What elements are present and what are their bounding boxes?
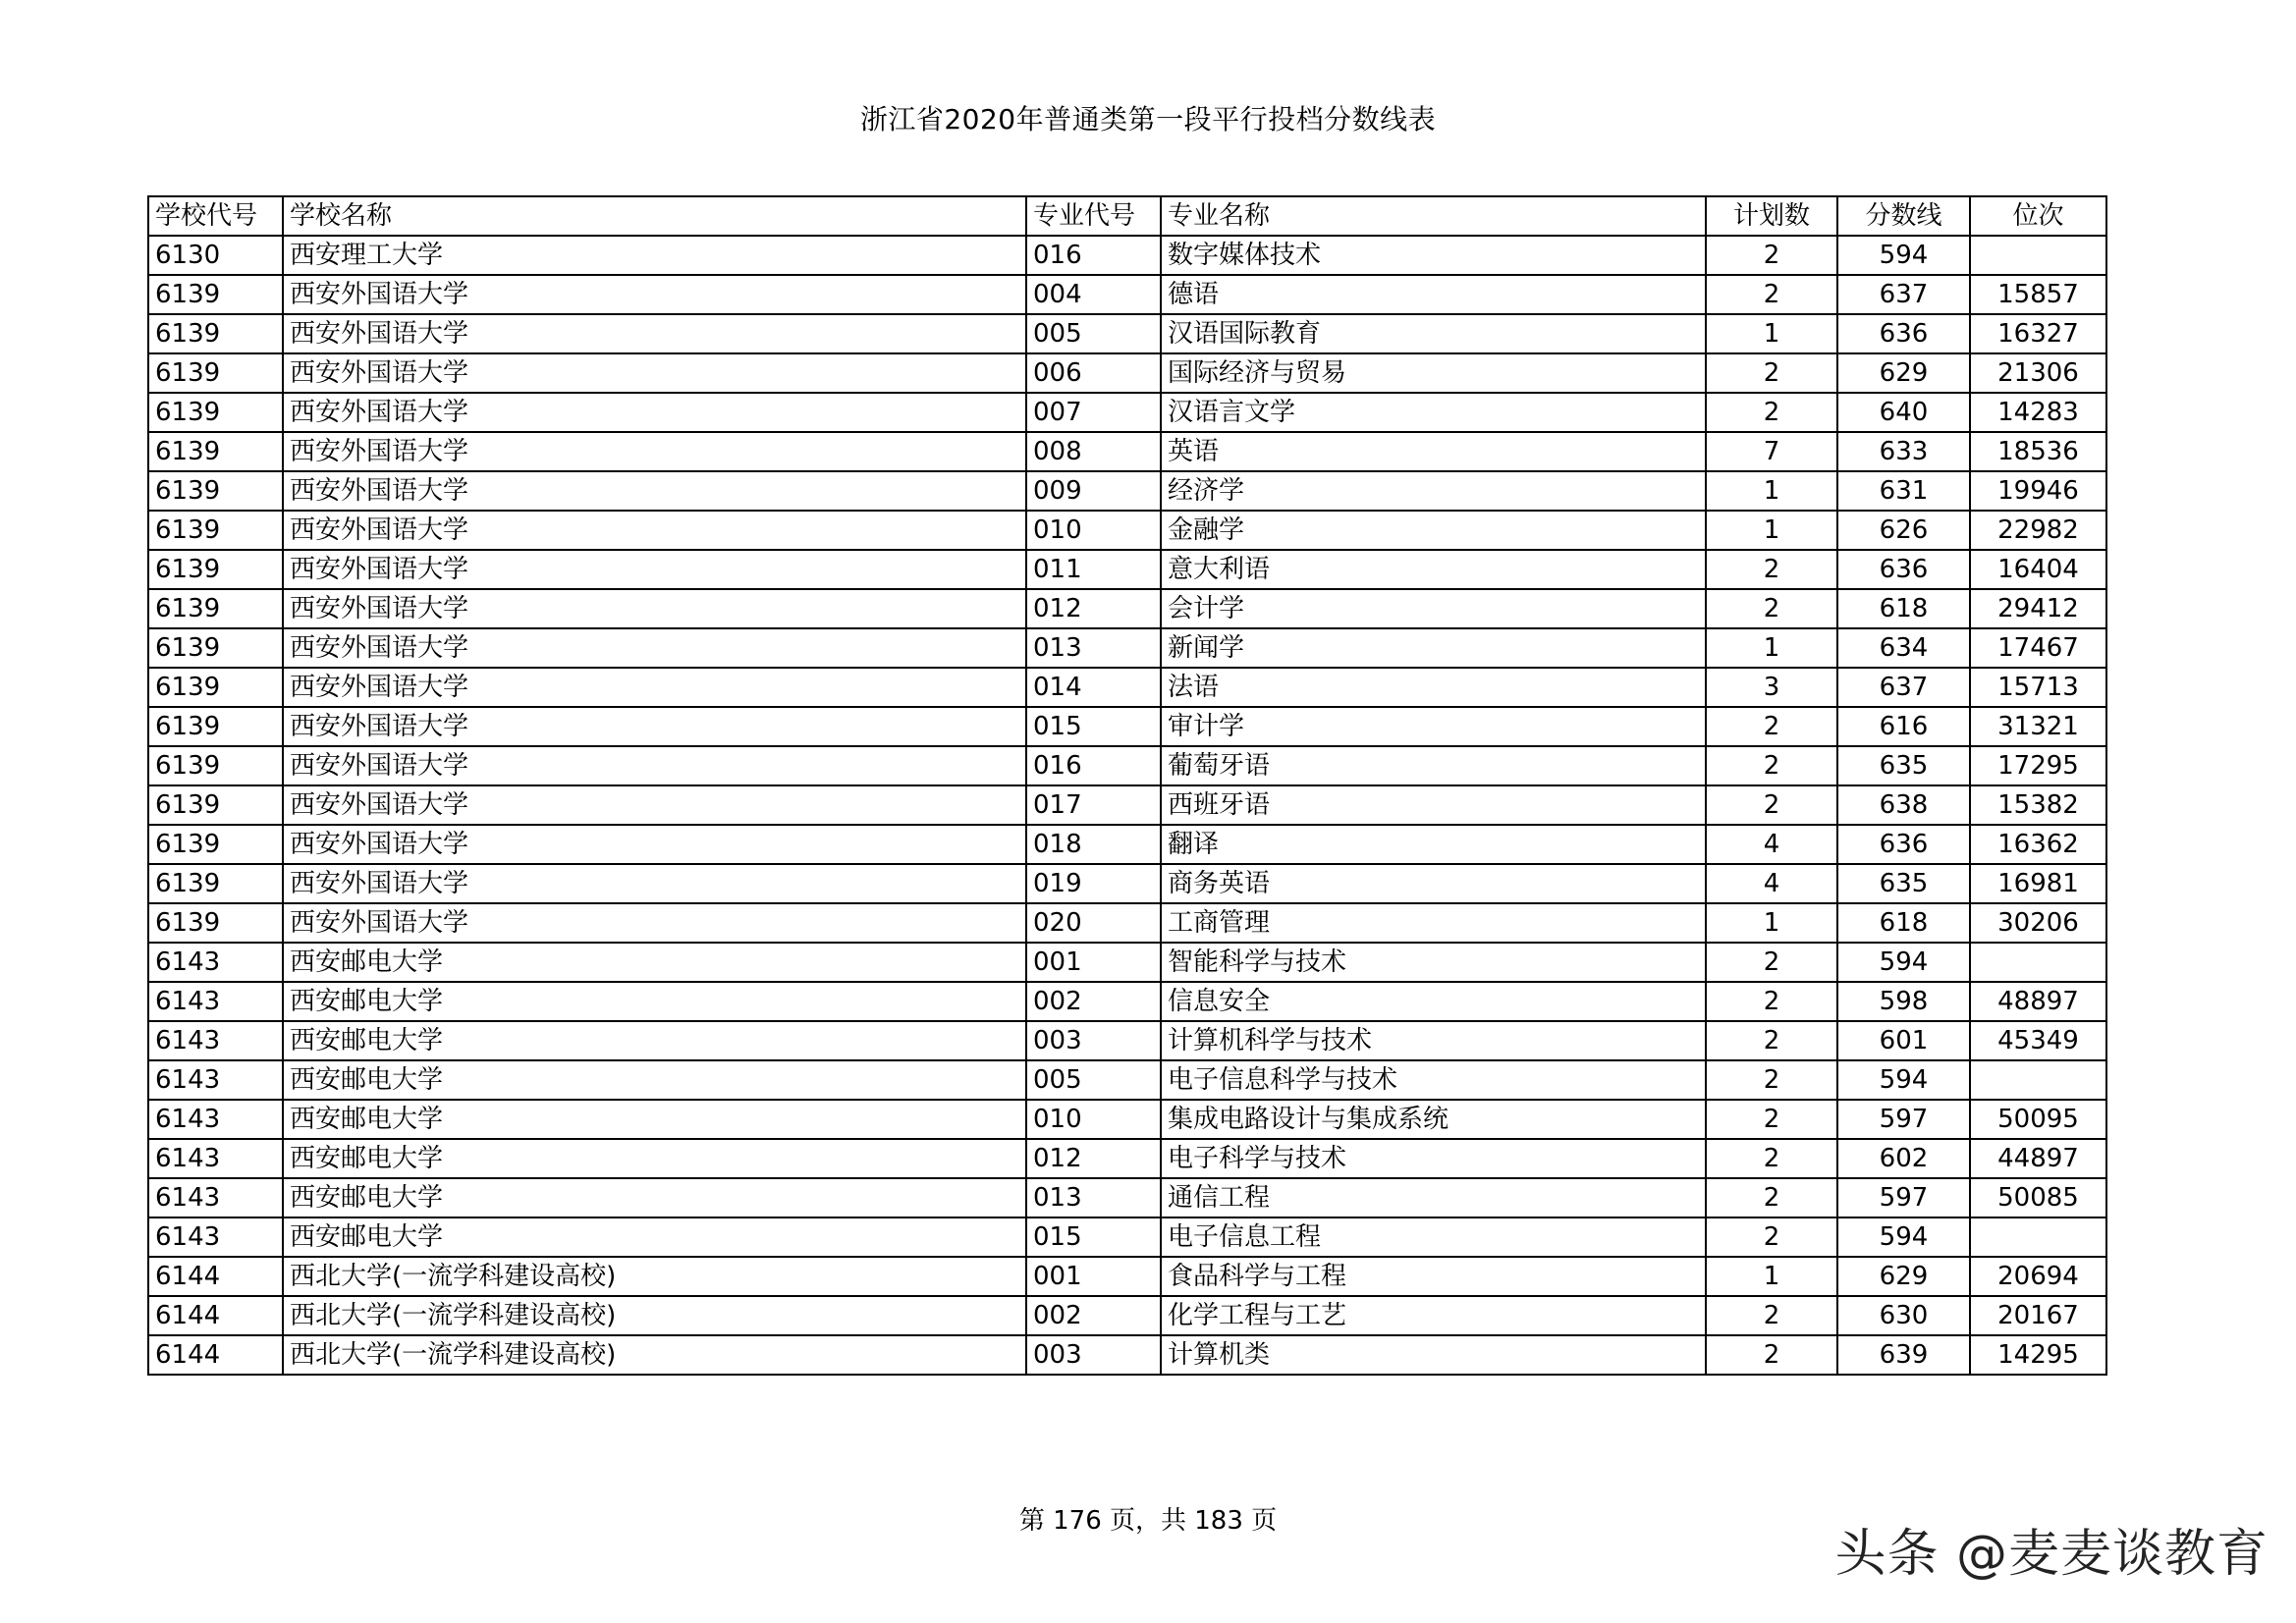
cell-plan-count: 7	[1706, 432, 1837, 471]
cell-score-line: 629	[1837, 1257, 1970, 1296]
cell-plan-count: 1	[1706, 1257, 1837, 1296]
cell-school-code: 6143	[148, 1217, 283, 1257]
cell-major-name: 电子信息工程	[1161, 1217, 1706, 1257]
cell-major-name: 智能科学与技术	[1161, 943, 1706, 982]
cell-rank: 14283	[1970, 393, 2106, 432]
cell-score-line: 616	[1837, 707, 1970, 746]
cell-rank: 31321	[1970, 707, 2106, 746]
cell-rank: 16981	[1970, 864, 2106, 903]
table-row	[148, 511, 2106, 550]
cell-score-line: 602	[1837, 1139, 1970, 1178]
table-row	[148, 1060, 2106, 1100]
table-body	[148, 236, 2106, 1375]
cell-school-name: 西安邮电大学	[283, 1139, 1026, 1178]
cell-school-name: 西安外国语大学	[283, 864, 1026, 903]
table-row	[148, 1100, 2106, 1139]
cell-school-name: 西安邮电大学	[283, 1060, 1026, 1100]
cell-school-code: 6143	[148, 1060, 283, 1100]
cell-rank: 17467	[1970, 628, 2106, 668]
cell-major-name: 电子科学与技术	[1161, 1139, 1706, 1178]
page-number: 第 176 页，共 183 页	[1018, 1506, 1278, 1536]
cell-major-name: 新闻学	[1161, 628, 1706, 668]
cell-major-code: 015	[1026, 707, 1161, 746]
cell-school-code: 6139	[148, 668, 283, 707]
cell-rank: 45349	[1970, 1021, 2106, 1060]
cell-major-code: 005	[1026, 1060, 1161, 1100]
cell-plan-count: 2	[1706, 1335, 1837, 1375]
cell-score-line: 639	[1837, 1335, 1970, 1375]
cell-school-name: 西安邮电大学	[283, 943, 1026, 982]
cell-plan-count: 4	[1706, 864, 1837, 903]
cell-school-code: 6143	[148, 982, 283, 1021]
header-school-code: 学校代号	[148, 196, 283, 236]
cell-score-line: 630	[1837, 1296, 1970, 1335]
cell-plan-count: 2	[1706, 1217, 1837, 1257]
cell-major-name: 商务英语	[1161, 864, 1706, 903]
header-school-name: 学校名称	[283, 196, 1026, 236]
cell-score-line: 634	[1837, 628, 1970, 668]
table-row	[148, 1257, 2106, 1296]
cell-school-name: 西安邮电大学	[283, 1100, 1026, 1139]
cell-major-code: 016	[1026, 746, 1161, 785]
cell-rank: 17295	[1970, 746, 2106, 785]
cell-school-name: 西安邮电大学	[283, 1217, 1026, 1257]
cell-school-name: 西安邮电大学	[283, 982, 1026, 1021]
cell-major-name: 汉语国际教育	[1161, 314, 1706, 353]
cell-major-code: 001	[1026, 1257, 1161, 1296]
table-row	[148, 785, 2106, 825]
cell-rank: 14295	[1970, 1335, 2106, 1375]
cell-school-code: 6139	[148, 353, 283, 393]
cell-score-line: 594	[1837, 1060, 1970, 1100]
cell-major-name: 金融学	[1161, 511, 1706, 550]
cell-rank	[1970, 236, 2106, 275]
cell-school-code: 6144	[148, 1296, 283, 1335]
table-row	[148, 550, 2106, 589]
cell-major-name: 国际经济与贸易	[1161, 353, 1706, 393]
cell-major-code: 011	[1026, 550, 1161, 589]
cell-major-code: 017	[1026, 785, 1161, 825]
cell-school-code: 6139	[148, 432, 283, 471]
cell-major-code: 016	[1026, 236, 1161, 275]
table-row	[148, 314, 2106, 353]
cell-plan-count: 1	[1706, 314, 1837, 353]
cell-score-line: 629	[1837, 353, 1970, 393]
cell-school-name: 西北大学(一流学科建设高校)	[283, 1257, 1026, 1296]
cell-major-name: 数字媒体技术	[1161, 236, 1706, 275]
cell-score-line: 597	[1837, 1100, 1970, 1139]
cell-school-name: 西安外国语大学	[283, 628, 1026, 668]
cell-plan-count: 2	[1706, 1021, 1837, 1060]
cell-major-code: 015	[1026, 1217, 1161, 1257]
cell-rank: 50085	[1970, 1178, 2106, 1217]
cell-school-code: 6143	[148, 1021, 283, 1060]
cell-plan-count: 2	[1706, 1139, 1837, 1178]
table-row	[148, 589, 2106, 628]
cell-major-code: 019	[1026, 864, 1161, 903]
cell-school-name: 西安外国语大学	[283, 825, 1026, 864]
cell-major-code: 018	[1026, 825, 1161, 864]
cell-plan-count: 2	[1706, 589, 1837, 628]
cell-major-name: 经济学	[1161, 471, 1706, 511]
watermark: 头条 @麦麦谈教育	[1834, 1525, 2269, 1584]
cell-plan-count: 1	[1706, 628, 1837, 668]
cell-major-name: 意大利语	[1161, 550, 1706, 589]
cell-major-name: 工商管理	[1161, 903, 1706, 943]
cell-plan-count: 2	[1706, 1060, 1837, 1100]
cell-plan-count: 2	[1706, 353, 1837, 393]
cell-school-name: 西安外国语大学	[283, 746, 1026, 785]
cell-major-name: 集成电路设计与集成系统	[1161, 1100, 1706, 1139]
cell-school-name: 西安外国语大学	[283, 314, 1026, 353]
page-title: 浙江省2020年普通类第一段平行投档分数线表	[859, 103, 1437, 135]
cell-score-line: 597	[1837, 1178, 1970, 1217]
cell-rank: 15713	[1970, 668, 2106, 707]
cell-major-code: 003	[1026, 1335, 1161, 1375]
cell-major-name: 英语	[1161, 432, 1706, 471]
cell-rank: 20167	[1970, 1296, 2106, 1335]
table-header-row	[148, 196, 2106, 236]
cell-major-code: 004	[1026, 275, 1161, 314]
table-row	[148, 1217, 2106, 1257]
cell-school-name: 西安外国语大学	[283, 432, 1026, 471]
header-score-line: 分数线	[1837, 196, 1970, 236]
cell-school-code: 6139	[148, 589, 283, 628]
cell-major-name: 葡萄牙语	[1161, 746, 1706, 785]
cell-school-code: 6139	[148, 393, 283, 432]
cell-school-name: 西安外国语大学	[283, 550, 1026, 589]
cell-school-code: 6139	[148, 314, 283, 353]
cell-major-name: 西班牙语	[1161, 785, 1706, 825]
cell-plan-count: 2	[1706, 943, 1837, 982]
cell-rank: 16327	[1970, 314, 2106, 353]
cell-plan-count: 4	[1706, 825, 1837, 864]
cell-major-name: 会计学	[1161, 589, 1706, 628]
cell-rank	[1970, 1060, 2106, 1100]
cell-major-code: 020	[1026, 903, 1161, 943]
cell-major-name: 电子信息科学与技术	[1161, 1060, 1706, 1100]
cell-major-code: 012	[1026, 1139, 1161, 1178]
cell-score-line: 618	[1837, 589, 1970, 628]
table-row	[148, 982, 2106, 1021]
table-row	[148, 943, 2106, 982]
cell-school-code: 6144	[148, 1257, 283, 1296]
cell-score-line: 636	[1837, 314, 1970, 353]
cell-school-code: 6143	[148, 1100, 283, 1139]
cell-plan-count: 2	[1706, 236, 1837, 275]
cell-rank: 19946	[1970, 471, 2106, 511]
header-major-name: 专业名称	[1161, 196, 1706, 236]
cell-rank	[1970, 1217, 2106, 1257]
cell-rank: 15382	[1970, 785, 2106, 825]
cell-score-line: 598	[1837, 982, 1970, 1021]
cell-school-code: 6139	[148, 785, 283, 825]
cell-major-code: 010	[1026, 511, 1161, 550]
cell-major-code: 012	[1026, 589, 1161, 628]
cell-plan-count: 3	[1706, 668, 1837, 707]
cell-score-line: 594	[1837, 943, 1970, 982]
cell-plan-count: 2	[1706, 785, 1837, 825]
cell-school-code: 6139	[148, 511, 283, 550]
cell-school-code: 6130	[148, 236, 283, 275]
table-row	[148, 353, 2106, 393]
cell-school-name: 西北大学(一流学科建设高校)	[283, 1296, 1026, 1335]
cell-school-code: 6143	[148, 943, 283, 982]
cell-school-name: 西安外国语大学	[283, 589, 1026, 628]
cell-score-line: 636	[1837, 550, 1970, 589]
cell-major-code: 001	[1026, 943, 1161, 982]
table-row	[148, 628, 2106, 668]
table-row	[148, 1335, 2106, 1375]
table-row	[148, 903, 2106, 943]
cell-rank: 15857	[1970, 275, 2106, 314]
cell-rank: 22982	[1970, 511, 2106, 550]
cell-school-code: 6139	[148, 275, 283, 314]
cell-plan-count: 2	[1706, 550, 1837, 589]
cell-major-name: 德语	[1161, 275, 1706, 314]
cell-school-name: 西安外国语大学	[283, 511, 1026, 550]
cell-school-code: 6139	[148, 825, 283, 864]
cell-score-line: 640	[1837, 393, 1970, 432]
cell-school-name: 西安邮电大学	[283, 1178, 1026, 1217]
table-row	[148, 1296, 2106, 1335]
cell-major-name: 信息安全	[1161, 982, 1706, 1021]
table-row	[148, 1178, 2106, 1217]
cell-school-name: 西安外国语大学	[283, 471, 1026, 511]
cell-major-code: 013	[1026, 628, 1161, 668]
cell-score-line: 638	[1837, 785, 1970, 825]
cell-major-name: 通信工程	[1161, 1178, 1706, 1217]
cell-school-code: 6139	[148, 628, 283, 668]
cell-rank: 16362	[1970, 825, 2106, 864]
table-row	[148, 707, 2106, 746]
cell-school-name: 西安外国语大学	[283, 393, 1026, 432]
cell-rank: 48897	[1970, 982, 2106, 1021]
cell-plan-count: 1	[1706, 511, 1837, 550]
cell-score-line: 626	[1837, 511, 1970, 550]
cell-school-code: 6139	[148, 746, 283, 785]
cell-score-line: 594	[1837, 236, 1970, 275]
cell-plan-count: 2	[1706, 746, 1837, 785]
cell-rank: 16404	[1970, 550, 2106, 589]
cell-rank: 50095	[1970, 1100, 2106, 1139]
cell-score-line: 633	[1837, 432, 1970, 471]
cell-score-line: 637	[1837, 668, 1970, 707]
cell-plan-count: 2	[1706, 1296, 1837, 1335]
cell-score-line: 618	[1837, 903, 1970, 943]
table-row	[148, 825, 2106, 864]
cell-school-code: 6139	[148, 550, 283, 589]
cell-school-code: 6144	[148, 1335, 283, 1375]
cell-rank: 20694	[1970, 1257, 2106, 1296]
cell-score-line: 594	[1837, 1217, 1970, 1257]
table-row	[148, 746, 2106, 785]
cell-school-name: 西北大学(一流学科建设高校)	[283, 1335, 1026, 1375]
table-row	[148, 668, 2106, 707]
cell-rank: 29412	[1970, 589, 2106, 628]
cell-school-name: 西安外国语大学	[283, 275, 1026, 314]
cell-school-code: 6139	[148, 707, 283, 746]
cell-major-code: 008	[1026, 432, 1161, 471]
header-plan-count: 计划数	[1706, 196, 1837, 236]
cell-plan-count: 2	[1706, 275, 1837, 314]
cell-major-code: 005	[1026, 314, 1161, 353]
table-row	[148, 236, 2106, 275]
cell-score-line: 631	[1837, 471, 1970, 511]
cell-school-code: 6143	[148, 1139, 283, 1178]
cell-score-line: 636	[1837, 825, 1970, 864]
cell-plan-count: 1	[1706, 903, 1837, 943]
cell-score-line: 635	[1837, 746, 1970, 785]
cell-plan-count: 2	[1706, 982, 1837, 1021]
cell-major-code: 009	[1026, 471, 1161, 511]
cell-major-code: 013	[1026, 1178, 1161, 1217]
cell-major-code: 002	[1026, 1296, 1161, 1335]
cell-major-name: 汉语言文学	[1161, 393, 1706, 432]
cell-school-name: 西安外国语大学	[283, 903, 1026, 943]
cell-major-name: 翻译	[1161, 825, 1706, 864]
header-rank: 位次	[1970, 196, 2106, 236]
table-row	[148, 393, 2106, 432]
cell-score-line: 635	[1837, 864, 1970, 903]
cell-rank: 21306	[1970, 353, 2106, 393]
cell-major-code: 006	[1026, 353, 1161, 393]
table-row	[148, 471, 2106, 511]
header-major-code: 专业代号	[1026, 196, 1161, 236]
cell-major-code: 007	[1026, 393, 1161, 432]
table-row	[148, 275, 2106, 314]
cell-plan-count: 1	[1706, 471, 1837, 511]
cell-rank: 44897	[1970, 1139, 2106, 1178]
cell-major-code: 014	[1026, 668, 1161, 707]
table-row	[148, 432, 2106, 471]
cell-school-code: 6139	[148, 903, 283, 943]
cell-school-name: 西安外国语大学	[283, 353, 1026, 393]
cell-plan-count: 2	[1706, 1178, 1837, 1217]
cell-major-name: 计算机类	[1161, 1335, 1706, 1375]
cell-school-name: 西安外国语大学	[283, 707, 1026, 746]
table-row	[148, 864, 2106, 903]
cell-school-name: 西安理工大学	[283, 236, 1026, 275]
cell-rank	[1970, 943, 2106, 982]
cell-major-name: 食品科学与工程	[1161, 1257, 1706, 1296]
admission-score-table	[147, 195, 2107, 1376]
cell-major-code: 002	[1026, 982, 1161, 1021]
cell-plan-count: 2	[1706, 393, 1837, 432]
cell-major-name: 计算机科学与技术	[1161, 1021, 1706, 1060]
cell-score-line: 601	[1837, 1021, 1970, 1060]
cell-major-name: 法语	[1161, 668, 1706, 707]
cell-school-code: 6143	[148, 1178, 283, 1217]
table-row	[148, 1139, 2106, 1178]
cell-rank: 18536	[1970, 432, 2106, 471]
cell-major-name: 化学工程与工艺	[1161, 1296, 1706, 1335]
cell-school-code: 6139	[148, 471, 283, 511]
cell-school-name: 西安外国语大学	[283, 668, 1026, 707]
cell-school-name: 西安邮电大学	[283, 1021, 1026, 1060]
cell-major-name: 审计学	[1161, 707, 1706, 746]
cell-plan-count: 2	[1706, 707, 1837, 746]
cell-school-code: 6139	[148, 864, 283, 903]
cell-score-line: 637	[1837, 275, 1970, 314]
cell-rank: 30206	[1970, 903, 2106, 943]
cell-school-name: 西安外国语大学	[283, 785, 1026, 825]
cell-plan-count: 2	[1706, 1100, 1837, 1139]
cell-major-code: 003	[1026, 1021, 1161, 1060]
table-row	[148, 1021, 2106, 1060]
cell-major-code: 010	[1026, 1100, 1161, 1139]
